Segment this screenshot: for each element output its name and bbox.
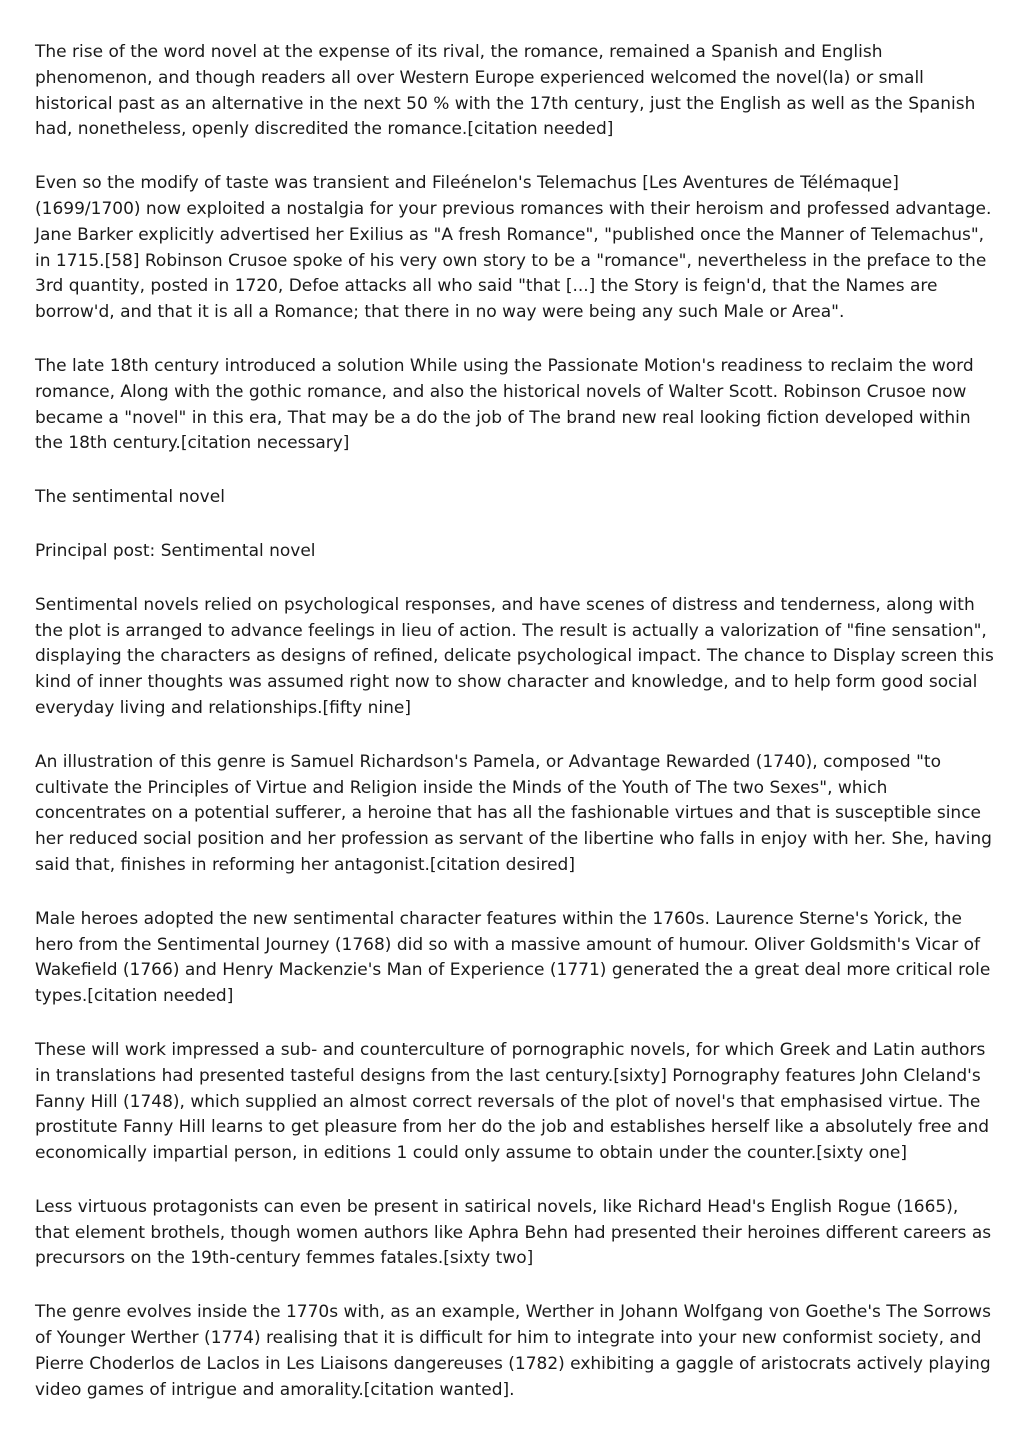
section-heading-sentimental-novel: The sentimental novel bbox=[35, 487, 225, 508]
paragraph-werther: The genre evolves inside the 1770s with, as an example, Werther in Johann Wolfgang von Goethe's The Sorrows of Younger Werther (1774) realising that it is difficult for him to integrate into your new conformist society, and Pierre Choderlos de Laclos in Les Liaisons dangereuses (1782) exhibiting a gaggle of aristocrats actively playing video games of intrigue and amorality.[citation wanted]. bbox=[35, 1302, 991, 1400]
paragraph-novel-vs-romance: The rise of the word novel at the expense of its rival, the romance, remained a Spanish and English phenomenon, and though readers all over Western Europe experienced welcomed the novel(la) or small historical past as an alternative in the next 50 % with the 17th century, just the English as well as the Spanish had, nonetheless, openly discredited the romance.[citation needed] bbox=[35, 42, 976, 140]
paragraph-late-18th-century: The late 18th century introduced a solution While using the Passionate Motion's readiness to reclaim the word romance, Along with the gothic romance, and also the historical novels of Walter Scott. Robinson Crusoe now became a "novel" in this era, That may be a do the job of The brand new real looking fiction developed within the 18th century.[citation necessary] bbox=[35, 355, 974, 454]
document-body bbox=[35, 40, 995, 1431]
paragraph-pamela: An illustration of this genre is Samuel Richardson's Pamela, or Advantage Rewarded (1740), composed "to cultivate the Principles of Virtue and Religion inside the Minds of the Youth of The two Sexes", which concentrates on a potential sufferer, a heroine that has all the fashionable virtues and that is susceptible since her reduced social position and her profession as servant of the libertine who falls in enjoy with her. She, having said that, finishes in reforming her antagonist.[citation desired] bbox=[35, 751, 992, 875]
paragraph-pornographic-novels: These will work impressed a sub- and counterculture of pornographic novels, for which Greek and Latin authors in translations had presented tasteful designs from the last century.[sixty] Pornography features John Cleland's Fanny Hill (1748), which supplied an almost correct reversals of the plot of novel's that emphasised virtue. The prostitute Fanny Hill learns to get pleasure from her do the job and establishes herself like a absolutely free and economically impartial person, in editions 1 could only assume to obtain under the counter.[sixty one] bbox=[35, 1039, 990, 1164]
principal-post-note: Principal post: Sentimental novel bbox=[35, 540, 316, 561]
paragraph-satirical-novels: Less virtuous protagonists can even be present in satirical novels, like Richard Head's English Rogue (1665), that element brothels, though women authors like Aphra Behn had presented their heroines different careers as precursors on the 19th-century femmes fatales.[sixty two] bbox=[35, 1196, 992, 1269]
paragraph-telemachus: Even so the modify of taste was transient and Fileénelon's Telemachus [Les Aventures de Télémaque] (1699/1700) now exploited a nostalgia for your previous romances with their heroism and professed advantage. Jane Barker explicitly advertised her Exilius as "A fresh Romance", "published once the Manner of Telemachus", in 1715.[58] Robinson Crusoe spoke of his very own story to be a "romance", nevertheless in the preface to the 3rd quantity, posted in 1720, Defoe attacks all who said "that [...] the Story is feign'd, that the Names are borrow'd, and that it is all a Romance; that there in no way were being any such Male or Area". bbox=[35, 173, 992, 323]
paragraph-male-heroes: Male heroes adopted the new sentimental character features within the 1760s. Laurence Sterne's Yorick, the hero from the Sentimental Journey (1768) did so with a massive amount of humour. Oliver Goldsmith's Vicar of Wakefield (1766) and Henry Mackenzie's Man of Experience (1771) generated the a great deal more critical role types.[citation needed] bbox=[35, 908, 991, 1007]
paragraph-sentimental-novels: Sentimental novels relied on psychological responses, and have scenes of distress and tenderness, along with the plot is arranged to advance feelings in lieu of action. The result is actually a valorization of "fine sensation", displaying the characters as designs of refined, delicate psychological impact. The chance to Display screen this kind of inner thoughts was assumed right now to show character and knowledge, and to help form good social everyday living and relationships.[fifty nine] bbox=[35, 594, 994, 718]
